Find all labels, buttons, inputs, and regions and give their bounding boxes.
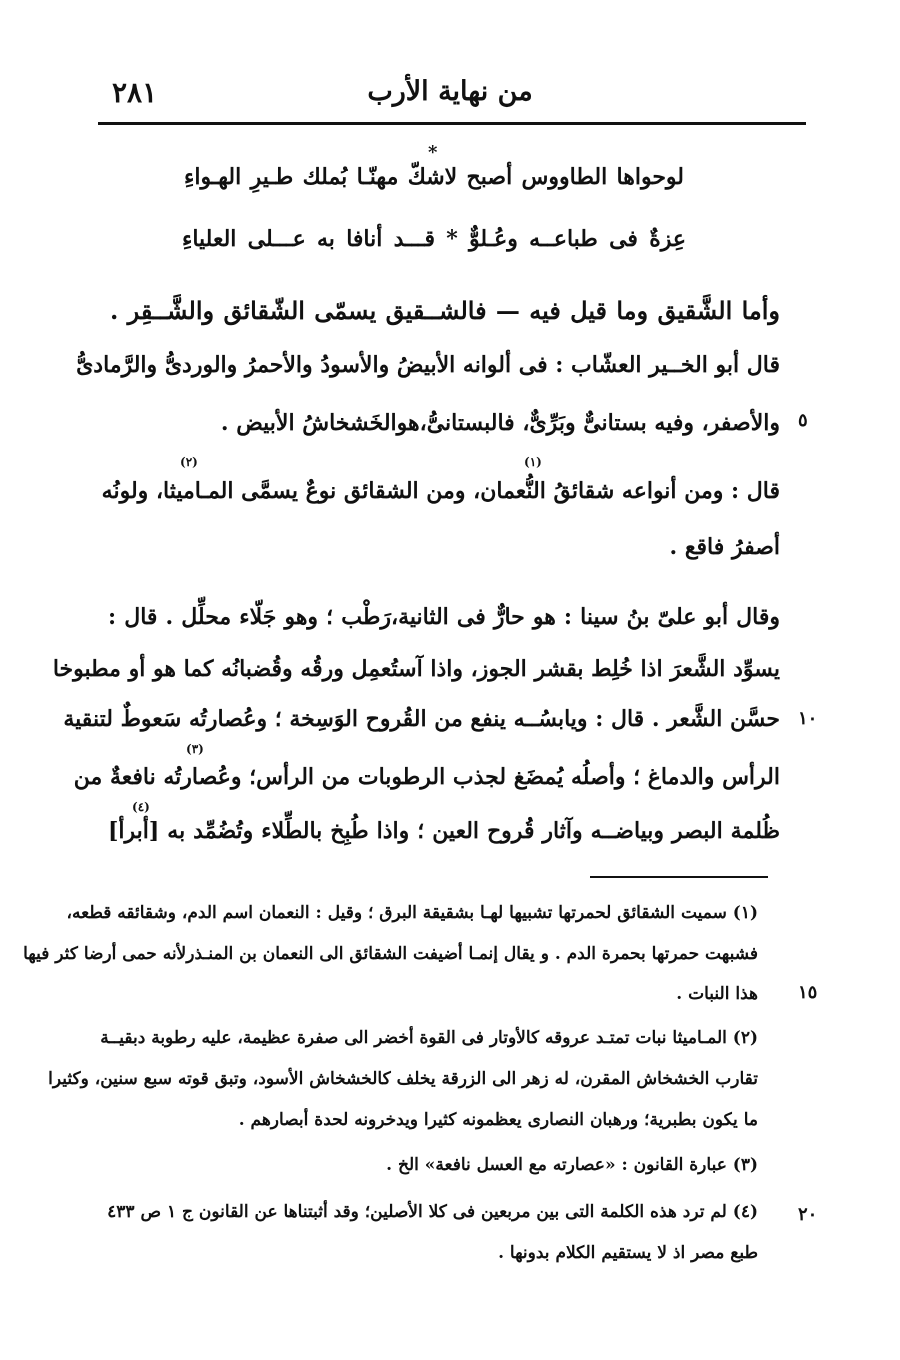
- line-number-20: ٢٠: [798, 1204, 818, 1225]
- body-line-7: حسَّن الشَّعر . قال : ويابسُــه ينفع من القُروح الوَسِخة ؛ وعُصارتُه سَعوطٌ لتنقية: [63, 706, 780, 732]
- line-number-10: ١٠: [798, 708, 818, 729]
- footnote-separator: [590, 876, 768, 878]
- footnote-3: (٣) عبارة القانون : «عصارته مع العسل نافعة» الخ .: [386, 1155, 758, 1175]
- footnote-2-line-2: تقارب الخشخاش المقرن، له زهر الى الزرقة يخلف كالخشخاش الأسود، وتبق قوته سبع سنين، وكثيرا: [48, 1069, 758, 1089]
- footnote-4-line-2: طبع مصر اذ لا يستقيم الكلام بدونها .: [498, 1243, 758, 1263]
- body-line-3: قال : ومن أنواعه شقائقُ النُّعمان، ومن الشقائق نوعٌ يسمَّى المـاميثا، ولونُه: [101, 478, 780, 504]
- footnote-2-line-3: ما يكون بطبرية؛ ورهبان النصارى يعظمونه كثيرا ويدخرونه لحدة أبصارهم .: [238, 1110, 758, 1130]
- body-line-2: والأصفر، وفيه بستانىٌّ وبَرِّىٌّ، فالبستانىُّ،هوالخَشخاشُ الأبيض .: [220, 410, 780, 436]
- body-line-8: الرأس والدماغ ؛ وأصلُه يُمضَغ لجذب الرطوبات من الرأس؛ وعُصارتُه نافعةٌ من: [73, 764, 780, 790]
- asterisk-mark: *: [428, 142, 438, 163]
- reference-mark-1: (١): [524, 455, 542, 469]
- line-number-15: ١٥: [798, 982, 818, 1003]
- line-number-5: ٥: [798, 410, 808, 431]
- page-number: ٢٨١: [112, 76, 158, 109]
- verse-line-2: عِزةٌ فى طباعــه وعُـلوٌّ * قـــد أنافا به عـــلى العلياءِ: [182, 226, 686, 252]
- section-heading: وأما الشَّقيق وما قيل فيه — فالشــقيق يسمّى الشّقائق والشَّــقِر .: [110, 296, 780, 325]
- reference-mark-2: (٢): [180, 455, 198, 469]
- body-line-6: يسوِّد الشَّعرَ اذا خُلِط بقشر الجوز، واذا آستُعمِل ورقُه وقُضبانُه كما هو أو مطبوخا: [52, 656, 780, 682]
- verse-line-1: لوحواها الطاووس أصبح لاشكّ مهنّـا بُملك طـيرِ الهـواءِ: [184, 164, 684, 190]
- footnote-1-line-2: فشبهت حمرتها بحمرة الدم . و يقال إنمـا أضيفت الشقائق الى النعمان بن المنـذرلأنه حمى أرضا كثر فيها: [23, 944, 758, 964]
- footnote-2-line-1: (٢) المـاميثا نبات تمتـد عروقه كالأوتار فى القوة أخضر الى صفرة عظيمة، عليه رطوبة دبقيــة: [100, 1028, 758, 1048]
- body-line-5: وقال أبو علىّ بنُ سينا : هو حارٌّ فى الثانية،رَطْب ؛ وهو جَلّاء محلِّل . قال :: [108, 604, 780, 630]
- footnote-4-line-1: (٤) لم ترد هذه الكلمة التى بين مربعين فى كلا الأصلين؛ وقد أثبتناها عن القانون ج ١ ص ٤٣٣: [107, 1202, 758, 1222]
- reference-mark-3: (٣): [186, 742, 204, 756]
- header-rule: [98, 122, 806, 125]
- body-line-4: أصفرُ فاقع .: [669, 534, 780, 560]
- body-line-9: ظُلمة البصر وبياضــه وآثار قُروح العين ؛ واذا طُبِخ بالطِّلاء وتُضُمِّد به [أبرأ]: [108, 818, 780, 844]
- reference-mark-4: (٤): [132, 800, 150, 814]
- body-line-1: قال أبو الخــير العشّاب : فى ألوانه الأبيضُ والأسودُ والأحمرُ والوردىُّ والرَّمادىُّ: [76, 352, 780, 378]
- footnote-1-line-1: (١) سميت الشقائق لحمرتها تشبيها لهـا بشقيقة البرق ؛ وقيل : النعمان اسم الدم، وشقائقه قطعه،: [66, 903, 758, 923]
- footnote-1-line-3: هذا النبات .: [676, 984, 758, 1004]
- running-title: من نهاية الأرب: [367, 76, 533, 107]
